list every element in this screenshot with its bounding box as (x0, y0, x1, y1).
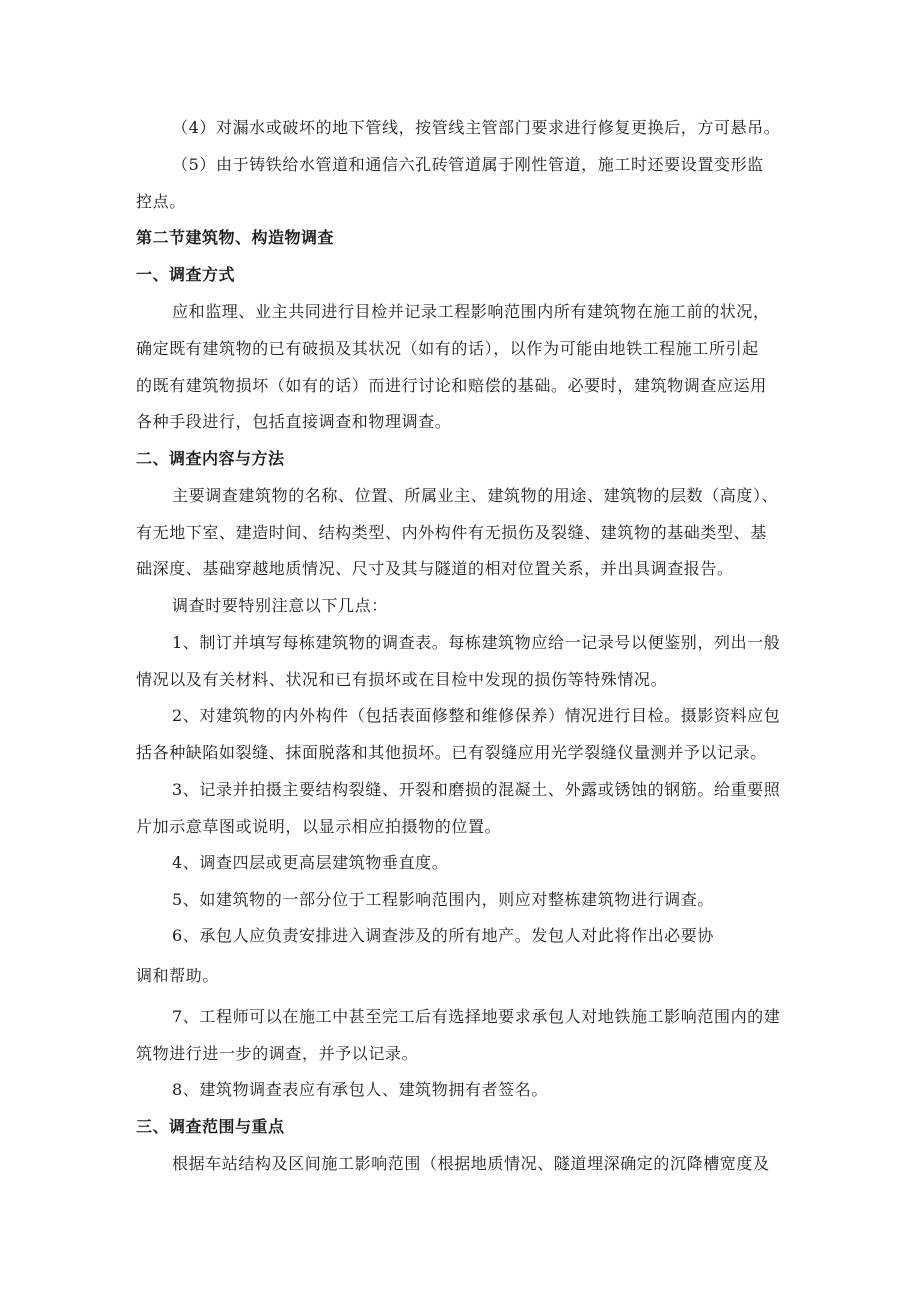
paragraph-item-5-line-1: （5）由于铸铁给水管道和通信六孔砖管道属于刚性管道，施工时还要设置变形监 (172, 155, 764, 174)
paragraph-1-line-2: 确定既有建筑物的已有破损及其状况（如有的话），以作为可能由地铁工程施工所引起 (136, 339, 759, 358)
paragraph-item-4: （4）对漏水或破坏的地下管线，按管线主管部门要求进行修复更换后，方可悬吊。 (172, 118, 781, 137)
list-item-3-line-1: 3、记录并拍摄主要结构裂缝、开裂和磨损的混凝土、外露或锈蚀的钢筋。给重要照 (172, 780, 781, 799)
paragraph-2-line-3: 础深度、基础穿越地质情况、尺寸及其与隧道的相对位置关系，并出具调查报告。 (136, 559, 734, 578)
list-item-6-line-1: 6、承包人应负责安排进入调查涉及的所有地产。发包人对此将作出必要协 (172, 926, 714, 945)
paragraph-2-line-2: 有无地下室、建造时间、结构类型、内外构件有无损伤及裂缝、建筑物的基础类型、基 (136, 523, 767, 542)
list-item-2-line-2: 括各种缺陷如裂缝、抹面脱落和其他损坏。已有裂缝应用光学裂缝仪量测并予以记录。 (136, 743, 767, 762)
list-item-5: 5、如建筑物的一部分位于工程影响范围内，则应对整栋建筑物进行调查。 (172, 890, 714, 909)
list-item-8: 8、建筑物调查表应有承包人、建筑物拥有者签名。 (172, 1080, 548, 1099)
list-item-4: 4、调查四层或更高层建筑物垂直度。 (172, 853, 449, 872)
paragraph-3: 调查时要特别注意以下几点： (172, 596, 388, 615)
paragraph-2-line-1: 主要调查建筑物的名称、位置、所属业主、建筑物的用途、建筑物的层数（高度）、 (172, 486, 779, 505)
list-item-1-line-2: 情况以及有关材料、状况和已有损坏或在目检中发现的损伤等特殊情况。 (136, 670, 668, 689)
subsection-heading-1: 一、调查方式 (136, 265, 236, 284)
list-item-6-line-2: 调和帮助。 (136, 966, 220, 985)
paragraph-4-line-1: 根据车站结构及区间施工影响范围（根据地质情况、隧道埋深确定的沉降槽宽度及 (172, 1154, 770, 1173)
subsection-heading-3: 三、调查范围与重点 (136, 1117, 285, 1136)
section-heading: 第二节建筑物、构造物调查 (136, 228, 335, 247)
paragraph-1-line-3: 的既有建筑物损坏（如有的话）而进行讨论和赔偿的基础。必要时，建筑物调查应运用 (136, 376, 767, 395)
list-item-7-line-1: 7、工程师可以在施工中甚至完工后有选择地要求承包人对地铁施工影响范围内的建 (172, 1007, 781, 1026)
paragraph-1-line-4: 各种手段进行，包括直接调查和物理调查。 (136, 412, 452, 431)
list-item-1-line-1: 1、制订并填写每栋建筑物的调查表。每栋建筑物应给一记录号以便鉴别，列出一般 (172, 633, 781, 652)
list-item-2-line-1: 2、对建筑物的内外构件（包括表面修整和维修保养）情况进行目检。摄影资料应包 (172, 706, 781, 725)
list-item-3-line-2: 片加示意草图或说明，以显示相应拍摄物的位置。 (136, 817, 502, 836)
paragraph-item-5-line-2: 控点。 (136, 192, 186, 211)
list-item-7-line-2: 筑物进行进一步的调查，并予以记录。 (136, 1044, 419, 1063)
subsection-heading-2: 二、调查内容与方法 (136, 449, 285, 468)
paragraph-1-line-1: 应和监理、业主共同进行目检并记录工程影响范围内所有建筑物在施工前的状况， (172, 302, 770, 321)
